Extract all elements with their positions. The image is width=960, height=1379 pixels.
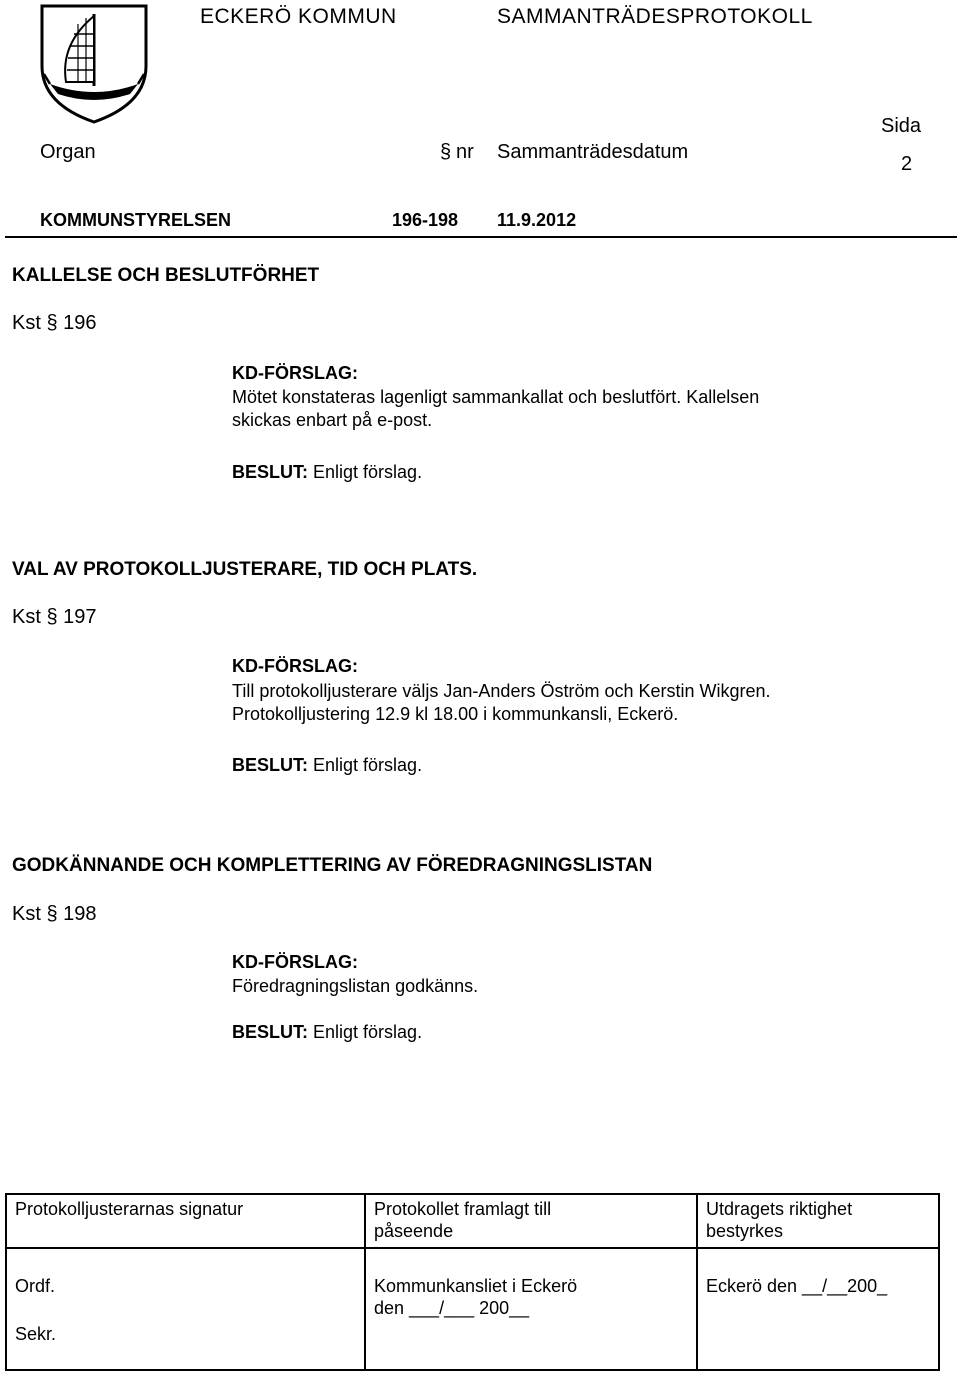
nr-label: nr	[456, 141, 474, 163]
proposal-text	[232, 975, 478, 998]
coat-of-arms-logo	[38, 4, 150, 124]
certification-date: Eckerö den __/__200_	[706, 1276, 888, 1296]
date-label: Sammanträdesdatum	[497, 141, 689, 163]
page-number: 2	[901, 153, 913, 175]
decision-label: BESLUT:	[232, 1022, 308, 1042]
kst-ref	[12, 606, 97, 629]
proposal-line: Mötet konstateras lagenligt sammankallat och beslutfört. Kallelsen	[232, 387, 760, 407]
section-heading: GODKÄNNANDE OCH KOMPLETTERING AV FÖREDRAGNINGSLISTAN	[12, 855, 653, 876]
display-col-header	[365, 1194, 697, 1248]
decision-label: BESLUT:	[232, 755, 308, 775]
kd-label: KD-FÖRSLAG:	[232, 656, 358, 676]
certification-cell	[697, 1248, 939, 1370]
signature-col-header	[6, 1194, 365, 1248]
ship-coat-of-arms-icon	[38, 4, 150, 124]
kd-label: KD-FÖRSLAG:	[232, 363, 358, 383]
proposal-line: Föredragningslistan godkänns.	[232, 976, 479, 996]
display-header-line: påseende	[374, 1221, 454, 1241]
kst-label: Kst	[12, 606, 41, 628]
date-value: 11.9.2012	[497, 210, 577, 230]
organ-label: Organ	[40, 141, 96, 163]
decision-text: Enligt förslag.	[313, 462, 423, 482]
proposal-text	[232, 386, 759, 432]
section-heading: KALLELSE OCH BESLUTFÖRHET	[12, 265, 320, 286]
display-header-line: Protokollet framlagt till	[374, 1199, 552, 1219]
decision	[232, 1021, 422, 1044]
kst-number: 196	[63, 312, 97, 334]
proposal-line: Till protokolljusterare väljs Jan-Anders Öström och Kerstin Wikgren.	[232, 681, 771, 701]
secretary-label: Sekr.	[15, 1324, 57, 1344]
certification-col-header	[697, 1194, 939, 1248]
page-label: Sida	[881, 115, 922, 137]
decision	[232, 754, 422, 777]
kst-ref	[12, 312, 97, 335]
certification-header-line: Utdragets riktighet	[706, 1199, 853, 1219]
nr-value: 196-198	[392, 210, 459, 230]
document-type: SAMMANTRÄDESPROTOKOLL	[497, 5, 813, 28]
kst-symbol: §	[46, 606, 58, 628]
decision-text: Enligt förslag.	[313, 1022, 423, 1042]
kst-label: Kst	[12, 312, 41, 334]
header-divider	[5, 236, 957, 238]
kst-symbol: §	[46, 312, 58, 334]
kst-number: 198	[63, 903, 97, 925]
signature-header-text: Protokolljusterarnas signatur	[15, 1199, 244, 1219]
decision-label: BESLUT:	[232, 462, 308, 482]
kst-symbol: §	[46, 903, 58, 925]
certification-header-line: bestyrkes	[706, 1221, 784, 1241]
proposal-text	[232, 680, 771, 726]
signature-body-row	[6, 1248, 939, 1370]
signature-cell	[6, 1248, 365, 1370]
section-heading: VAL AV PROTOKOLLJUSTERARE, TID OCH PLATS.	[12, 559, 478, 580]
organ-value: KOMMUNSTYRELSEN	[40, 210, 232, 230]
chair-label: Ordf.	[15, 1276, 56, 1296]
display-cell	[365, 1248, 697, 1370]
municipality-name: ECKERÖ KOMMUN	[200, 5, 397, 28]
kst-ref	[12, 903, 97, 926]
signature-header-row	[6, 1194, 939, 1248]
display-place: Kommunkansliet i Eckerö	[374, 1276, 578, 1296]
section-symbol: §	[440, 141, 452, 163]
decision	[232, 461, 422, 484]
kst-label: Kst	[12, 903, 41, 925]
signature-table	[5, 1193, 940, 1371]
proposal-line: skickas enbart på e-post.	[232, 410, 433, 430]
decision-text: Enligt förslag.	[313, 755, 423, 775]
display-date: den ___/___ 200__	[374, 1298, 530, 1318]
proposal-line: Protokolljustering 12.9 kl 18.00 i kommunkansli, Eckerö.	[232, 704, 679, 724]
kd-label: KD-FÖRSLAG:	[232, 952, 358, 972]
kst-number: 197	[63, 606, 97, 628]
